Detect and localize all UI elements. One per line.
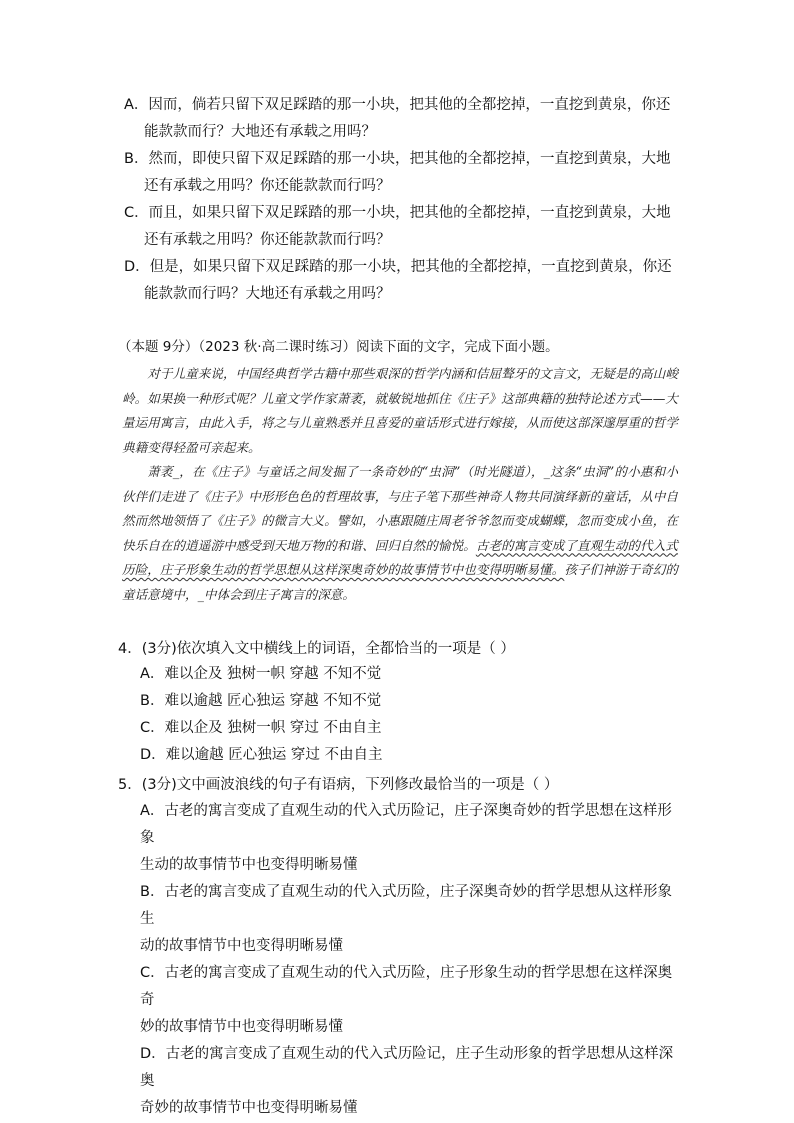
passage-p2-d: 孩子们神游于奇幻的童话意境中， (122, 562, 679, 602)
option-d-line1: D．但是，如果只留下双足踩踏的那一小块，把其他的全都挖掉，一直挖到黄泉，你还 (124, 259, 672, 275)
option-b-line1: B．然而，即使只留下双足踩踏的那一小块，把其他的全都挖掉，一直挖到黄泉，大地 (124, 151, 671, 167)
q5-option-b-line1: B．古老的寓言变成了直观生动的代入式历险，庄子深奥奇妙的哲学思想从这样形象生 (140, 884, 672, 927)
question-5-stem: 5．(3分)文中画波浪线的句子有语病，下列修改最恰当的一项是（ ） (118, 777, 559, 793)
passage-paragraph-2 (122, 460, 678, 607)
q4-option-c: C．难以企及 独树一帜 穿过 不由自主 (140, 720, 382, 736)
passage-p2-b: ，在《庄子》与童话之间发掘了一条奇妙的“虫洞”（时光隧道）， (179, 464, 544, 479)
passage-paragraph-1: 对于儿童来说，中国经典哲学古籍中那些艰深的哲学内涵和佶屈聱牙的文言文，无疑是的高山峻岭。如果换一种形式呢？儿童文学作家萧袤，就敏锐地抓住《庄子》这部典籍的独特论述方式——大量运用寓言，由此入手，将之与儿童熟悉并且喜爱的童话形式进行嫁接，从而使这部深邃厚重的哲学典籍变得轻盈可亲起来。 (122, 366, 678, 455)
passage-p2-c: 这条“虫洞”的小惠和小伙伴们走进了《庄子》中形形色色的哲理故事，与庄子笔下那些神奇人物共同演绎新的童话，从中自然而然地领悟了《庄子》的微言大义。譬如，小惠跟随庄周老爷爷忽而变成蝴蝶，忽而变成小鱼，在快乐自在的逍遥游中感受到天地万物的和谐、回归自然的愉悦。 (122, 464, 679, 553)
option-c-line1: C．而且，如果只留下双足踩踏的那一小块，把其他的全都挖掉，一直挖到黄泉，大地 (124, 205, 671, 221)
passage-p2-a: 萧袤 (147, 464, 173, 479)
blank-3: _ (197, 586, 204, 602)
previous-question-options (124, 92, 680, 308)
option-a (124, 92, 680, 146)
q5-option-d (140, 1041, 680, 1122)
q5-option-a (140, 798, 680, 879)
passage-p2-e: 中体会到庄子寓言的深意。 (203, 586, 355, 602)
option-c-line2: 还有承载之用吗？你还能款款而行吗？ (144, 232, 391, 248)
q5-option-d-line2: 奇妙的故事情节中也变得明晰易懂 (140, 1100, 358, 1116)
option-b (124, 146, 680, 200)
question-4-stem: 4．(3分)依次填入文中横线上的词语，全都恰当的一项是（ ） (118, 641, 515, 657)
blank-2: _ (543, 464, 550, 479)
option-d (124, 254, 680, 308)
q5-option-b (140, 879, 680, 960)
option-a-line1: A．因而，倘若只留下双足踩踏的那一小块，把其他的全都挖掉，一直挖到黄泉，你还 (124, 97, 671, 113)
section-intro: （本题 9分）（2023 秋·高二课时练习）阅读下面的文字，完成下面小题。 (118, 339, 559, 355)
wavy-underlined-sentence: 古老的寓言变成了直观生动的代入式历险，庄子形象生动的哲学思想从这样深奥奇妙的故事情节中也变得明晰易懂。 (122, 537, 679, 577)
q4-option-a: A．难以企及 独树一帜 穿越 不知不觉 (140, 666, 382, 682)
option-b-line2: 还有承载之用吗？你还能款款而行吗？ (144, 178, 391, 194)
option-a-line2: 能款款而行？大地还有承载之用吗？ (144, 124, 376, 140)
blank-1: _ (172, 464, 180, 479)
question-4-options (140, 661, 383, 769)
q5-option-c (140, 960, 680, 1041)
q5-option-c-line1: C．古老的寓言变成了直观生动的代入式历险，庄子形象生动的哲学思想在这样深奥奇 (140, 965, 673, 1008)
q5-option-d-line1: D．古老的寓言变成了直观生动的代入式历险记，庄子生动形象的哲学思想从这样深奥 (140, 1046, 674, 1089)
q5-option-b-line2: 动的故事情节中也变得明晰易懂 (140, 938, 343, 954)
q5-option-a-line2: 生动的故事情节中也变得明晰易懂 (140, 857, 358, 873)
option-c (124, 200, 680, 254)
q4-option-b: B．难以逾越 匠心独运 穿越 不知不觉 (140, 693, 382, 709)
q5-option-c-line2: 妙的故事情节中也变得明晰易懂 (140, 1019, 343, 1035)
option-d-line2: 能款款而行吗？大地还有承载之用吗？ (144, 286, 391, 302)
question-5-options (140, 798, 680, 1122)
q4-option-d: D．难以逾越 匠心独运 穿过 不由自主 (140, 747, 383, 763)
reading-passage (122, 362, 678, 607)
q5-option-a-line1: A．古老的寓言变成了直观生动的代入式历险记，庄子深奥奇妙的哲学思想在这样形象 (140, 803, 672, 846)
